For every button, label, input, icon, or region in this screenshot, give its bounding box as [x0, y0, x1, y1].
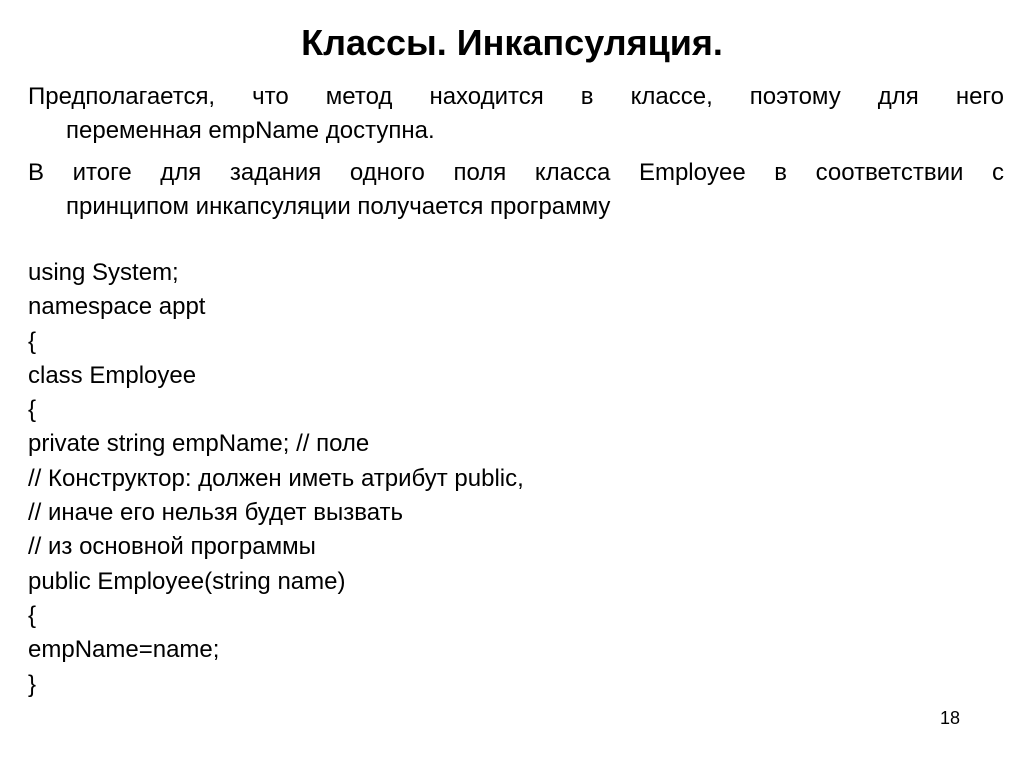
code-line: // Конструктор: должен иметь атрибут public,: [28, 464, 524, 492]
code-line: namespace appt: [28, 293, 206, 321]
code-line: {: [28, 396, 37, 424]
paragraph-2: [28, 156, 1004, 224]
slide-title: Классы. Инкапсуляция.: [301, 22, 723, 63]
code-line: public Employee(string name): [28, 567, 346, 595]
paragraph-1: [28, 80, 1004, 148]
paragraph-line: Предполагается, что метод находится в классе, поэтому для него: [28, 83, 1004, 110]
paragraph-line: принципом инкапсуляции получается программу: [66, 193, 611, 220]
code-line: {: [28, 601, 37, 629]
code-line: using System;: [28, 259, 179, 286]
code-line: // иначе его нельзя будет вызвать: [28, 499, 404, 527]
code-line: private string empName; // поле: [28, 430, 370, 458]
code-line: }: [28, 670, 37, 698]
code-line: empName=name;: [28, 636, 220, 664]
paragraph-line: переменная empName доступна.: [66, 117, 435, 144]
code-line: class Employee: [28, 361, 197, 389]
code-line: // из основной программы: [28, 533, 316, 561]
code-line: {: [28, 327, 37, 355]
page-number: 18: [940, 708, 961, 728]
code-listing: [28, 256, 524, 702]
paragraph-line: В итоге для задания одного поля класса Employee в соответствии с: [28, 159, 1004, 186]
